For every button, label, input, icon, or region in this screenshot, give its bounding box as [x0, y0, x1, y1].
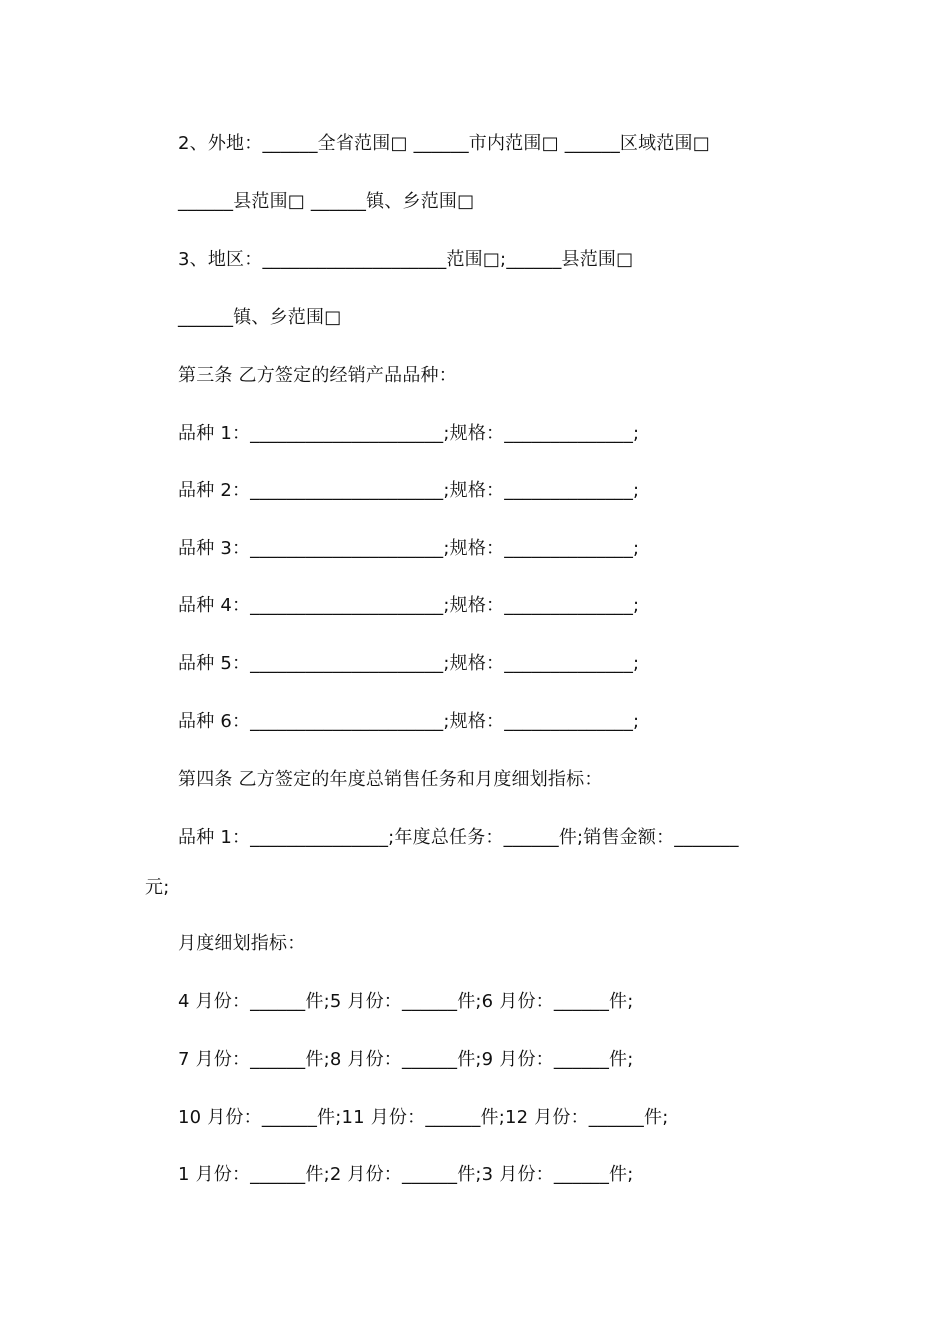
annual-task-line: 品种 1：_______________;年度总任务：______件;销售金额：_______ — [178, 827, 739, 848]
article-three-heading: 第三条 乙方签定的经销产品品种： — [178, 365, 457, 386]
product-variety-5: 品种 5：_____________________;规格：______________; — [178, 653, 640, 674]
product-variety-1: 品种 1：_____________________;规格：______________; — [178, 423, 640, 444]
article-four-heading: 第四条 乙方签定的年度总销售任务和月度细划指标： — [178, 769, 603, 790]
clause-outside-region-line-2: ______县范围□ ______镇、乡范围□ — [178, 191, 475, 212]
clause-outside-region-line-1: 2、外地：______全省范围□ ______市内范围□ ______区域范围□ — [178, 133, 710, 154]
product-variety-4: 品种 4：_____________________;规格：______________; — [178, 595, 640, 616]
monthly-targets-heading: 月度细划指标： — [178, 933, 306, 954]
monthly-targets-q2: 4 月份：______件;5 月份：______件;6 月份：______件; — [178, 991, 634, 1012]
monthly-targets-q3: 7 月份：______件;8 月份：______件;9 月份：______件; — [178, 1049, 634, 1070]
product-variety-3: 品种 3：_____________________;规格：______________; — [178, 538, 640, 559]
clause-area-line-1: 3、地区：____________________范围□;______县范围□ — [178, 249, 634, 270]
annual-task-line-continued: 元; — [145, 877, 170, 898]
monthly-targets-q4: 10 月份：______件;11 月份：______件;12 月份：______件; — [178, 1107, 669, 1128]
product-variety-6: 品种 6：_____________________;规格：______________; — [178, 711, 640, 732]
clause-area-line-2: ______镇、乡范围□ — [178, 307, 342, 328]
product-variety-2: 品种 2：_____________________;规格：______________; — [178, 480, 640, 501]
monthly-targets-q1: 1 月份：______件;2 月份：______件;3 月份：______件; — [178, 1164, 634, 1185]
